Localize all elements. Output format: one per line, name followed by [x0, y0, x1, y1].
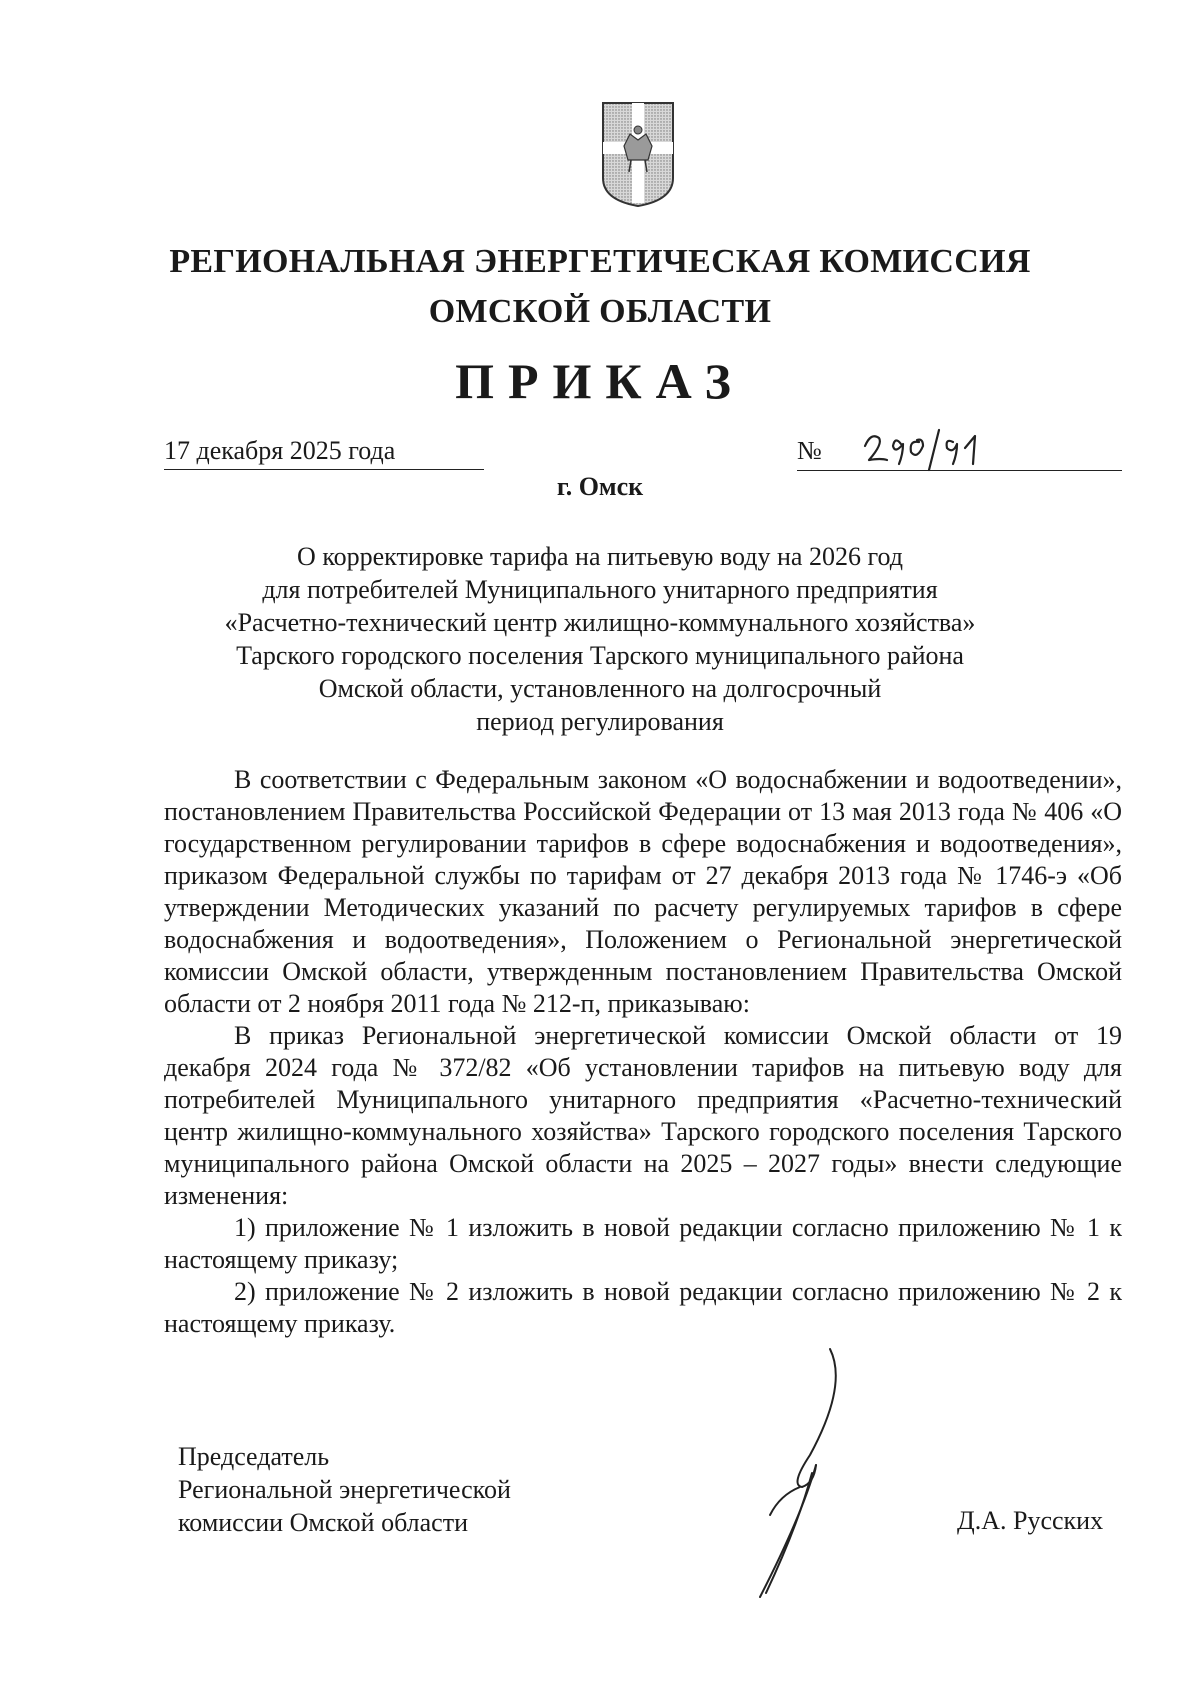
number-sign: № [797, 436, 822, 465]
subject-line: Тарского городского поселения Тарского муниципального района [236, 641, 964, 670]
amendment-item-2: 2) приложение № 2 изложить в новой редакции согласно приложению № 2 к настоящему приказу. [164, 1277, 1122, 1338]
city-name: г. Омск [556, 472, 644, 501]
document-body [164, 764, 1122, 1340]
document-date: 17 декабря 2025 года [164, 436, 484, 470]
position-line: комиссии Омской области [178, 1508, 468, 1537]
document-subject [0, 540, 1200, 738]
subject-line: О корректировке тарифа на питьевую воду на 2026 год [297, 542, 903, 571]
subject-line: для потребителей Муниципального унитарного предприятия [262, 575, 938, 604]
coat-of-arms-icon [600, 100, 676, 208]
position-line: Председатель [178, 1442, 330, 1471]
handwritten-number [857, 424, 1007, 472]
position-line: Региональной энергетической [178, 1475, 511, 1504]
subject-line: Омской области, установленного на долгосрочный [318, 674, 882, 703]
signatory-position [178, 1440, 511, 1539]
document-type-title: ПРИКАЗ [455, 353, 745, 409]
handwritten-signature-icon [730, 1345, 880, 1605]
organization-name-line1: РЕГИОНАЛЬНАЯ ЭНЕРГЕТИЧЕСКАЯ КОМИССИЯ [169, 243, 1031, 280]
subject-line: «Расчетно-технический центр жилищно-коммунального хозяйства» [224, 608, 976, 637]
amendment-item-1: 1) приложение № 1 изложить в новой редакции согласно приложению № 1 к настоящему приказу; [164, 1213, 1122, 1274]
organization-name-line2: ОМСКОЙ ОБЛАСТИ [428, 293, 772, 330]
body-paragraph-amendment: В приказ Региональной энергетической комиссии Омской области от 19 декабря 2024 года № 372/82 «Об установлении тарифов на питьевую воду для потребителей Муниципального унитарного предприятия «Расчетно-технический центр жилищно-коммунального хозяйства» Тарского городского поселения Тарского муниципального района Омской области на 2025 – 2027 годы» внести следующие изменения: [164, 1021, 1122, 1210]
document-number-field [797, 436, 1122, 471]
body-paragraph-preamble: В соответствии с Федеральным законом «О водоснабжении и водоотведении», постановлением Правительства Российской Федерации от 13 мая 2013 года № 406 «О государственном регулировании тарифов в сфере водоснабжения и водоотведения», приказом Федеральной службы по тарифам от 27 декабря 2013 года № 1746-э «Об утверждении Методических указаний по расчету регулируемых тарифов в сфере водоснабжения и водоотведения», Положением о Региональной энергетической комиссии Омской области, утвержденным постановлением Правительства Омской области от 2 ноября 2011 года № 212-п, приказываю: [164, 765, 1122, 1018]
signatory-name: Д.А. Русских [957, 1506, 1104, 1535]
subject-line: период регулирования [476, 707, 724, 736]
